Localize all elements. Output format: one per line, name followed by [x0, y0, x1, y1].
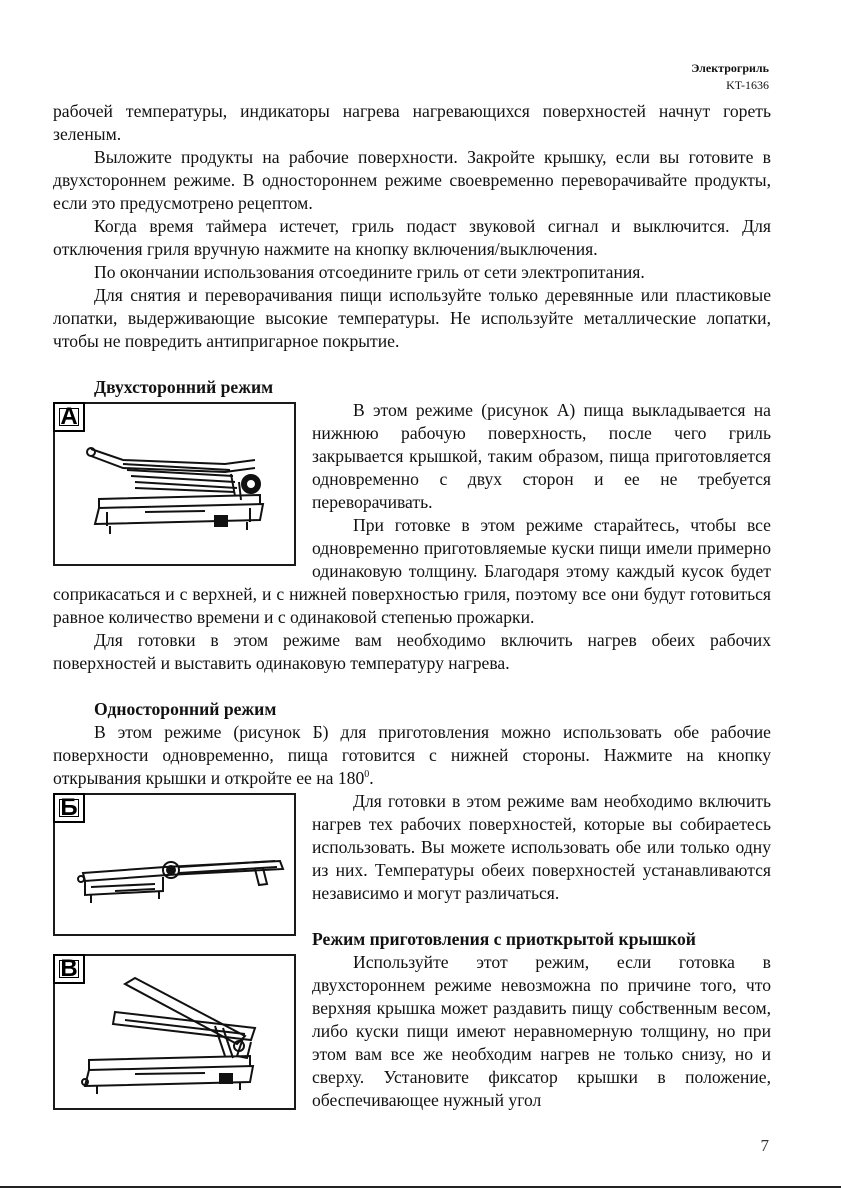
double-paragraph-2: При готовке в этом режиме старайтесь, чтобы все одновременно приготовляемые куски пищи имели примерно одинаковую толщину. Благодаря этому каждый кусок будет соприкасаться и с верхней, и с нижней поверхностью гриля, поэтому все они будут готовиться равное количество времени и с одинаковой степенью прожарки. [53, 515, 771, 627]
figure-b-label: Б [53, 793, 85, 823]
header-model: KT-1636 [726, 78, 769, 92]
section-title-double: Двухсторонний режим [94, 377, 274, 397]
degree-mark: 0 [364, 769, 370, 781]
figure-a [53, 402, 296, 566]
figure-b [53, 793, 296, 936]
double-paragraph-1: В этом режиме (рисунок А) пища выкладывается на нижнюю рабочую поверхность, после чего гриль закрывается крышкой, таким образом, пища приготовляется одновременно с двух сторон и ее не требуется переворачивать. [312, 400, 771, 512]
single-intro: В этом режиме (рисунок Б) для приготовления можно использовать обе рабочие поверхности одновременно, пища готовится с нижней стороны. Нажмите на кнопку открывания крышки и откройте ее на $180^0$. [53, 722, 771, 788]
page-content [53, 100, 771, 1114]
intro-paragraph-4: По окончании использования отсоедините гриль от сети электропитания. [94, 262, 645, 282]
bottom-rule [0, 1186, 841, 1188]
figure-c-label: В [53, 954, 85, 984]
grill-open-flat-illustration [55, 795, 294, 935]
intro-paragraph-5: Для снятия и переворачивания пищи используйте только деревянные или пластиковые лопатки, выдерживающие высокие температуры. Не используйте металлические лопатки, чтобы не повредить антипригарное покрытие. [53, 285, 771, 351]
section-title-halfopen: Режим приготовления с приоткрытой крышкой [312, 929, 696, 949]
section-title-single: Односторонний режим [94, 699, 277, 719]
single-paragraph: Для готовки в этом режиме вам необходимо включить нагрев тех рабочих поверхностей, которые вы собираетесь использовать. Вы можете использовать обе или только одну из них. Температуры обеих поверхностей устанавливаются независимо и могут различаться. [312, 791, 771, 903]
page-number: 7 [760, 1136, 769, 1155]
grill-closed-illustration [55, 404, 294, 564]
figure-a-label: А [53, 402, 85, 432]
header-product-title: Электрогриль [691, 61, 769, 75]
intro-paragraph-2: Выложите продукты на рабочие поверхности. Закройте крышку, если вы готовите в двухстороннем режиме. В одностороннем режиме своевременно переворачивайте продукты, если это предусмотрено рецептом. [53, 147, 771, 213]
page-header [691, 60, 769, 94]
grill-half-open-illustration [55, 956, 294, 1108]
halfopen-paragraph: Используйте этот режим, если готовка в двухстороннем режиме невозможна по причине того, что верхняя крышка может раздавить пищу собственным весом, либо куски пищи имеют неравномерную толщину, но при этом вам все же необходим нагрев не только снизу, но и сверху. Установите фиксатор крышки в положение, обеспечивающее нужный угол [312, 952, 771, 1110]
intro-paragraph-3: Когда время таймера истечет, гриль подаст звуковой сигнал и выключится. Для отключения гриля вручную нажмите на кнопку включения/выключения. [53, 216, 771, 259]
figure-c [53, 954, 296, 1110]
double-paragraph-3: Для готовки в этом режиме вам необходимо включить нагрев обеих рабочих поверхностей и выставить одинаковую температуру нагрева. [53, 630, 771, 673]
intro-paragraph-1: рабочей температуры, индикаторы нагрева нагревающихся поверхностей начнут гореть зеленым. [53, 101, 771, 144]
